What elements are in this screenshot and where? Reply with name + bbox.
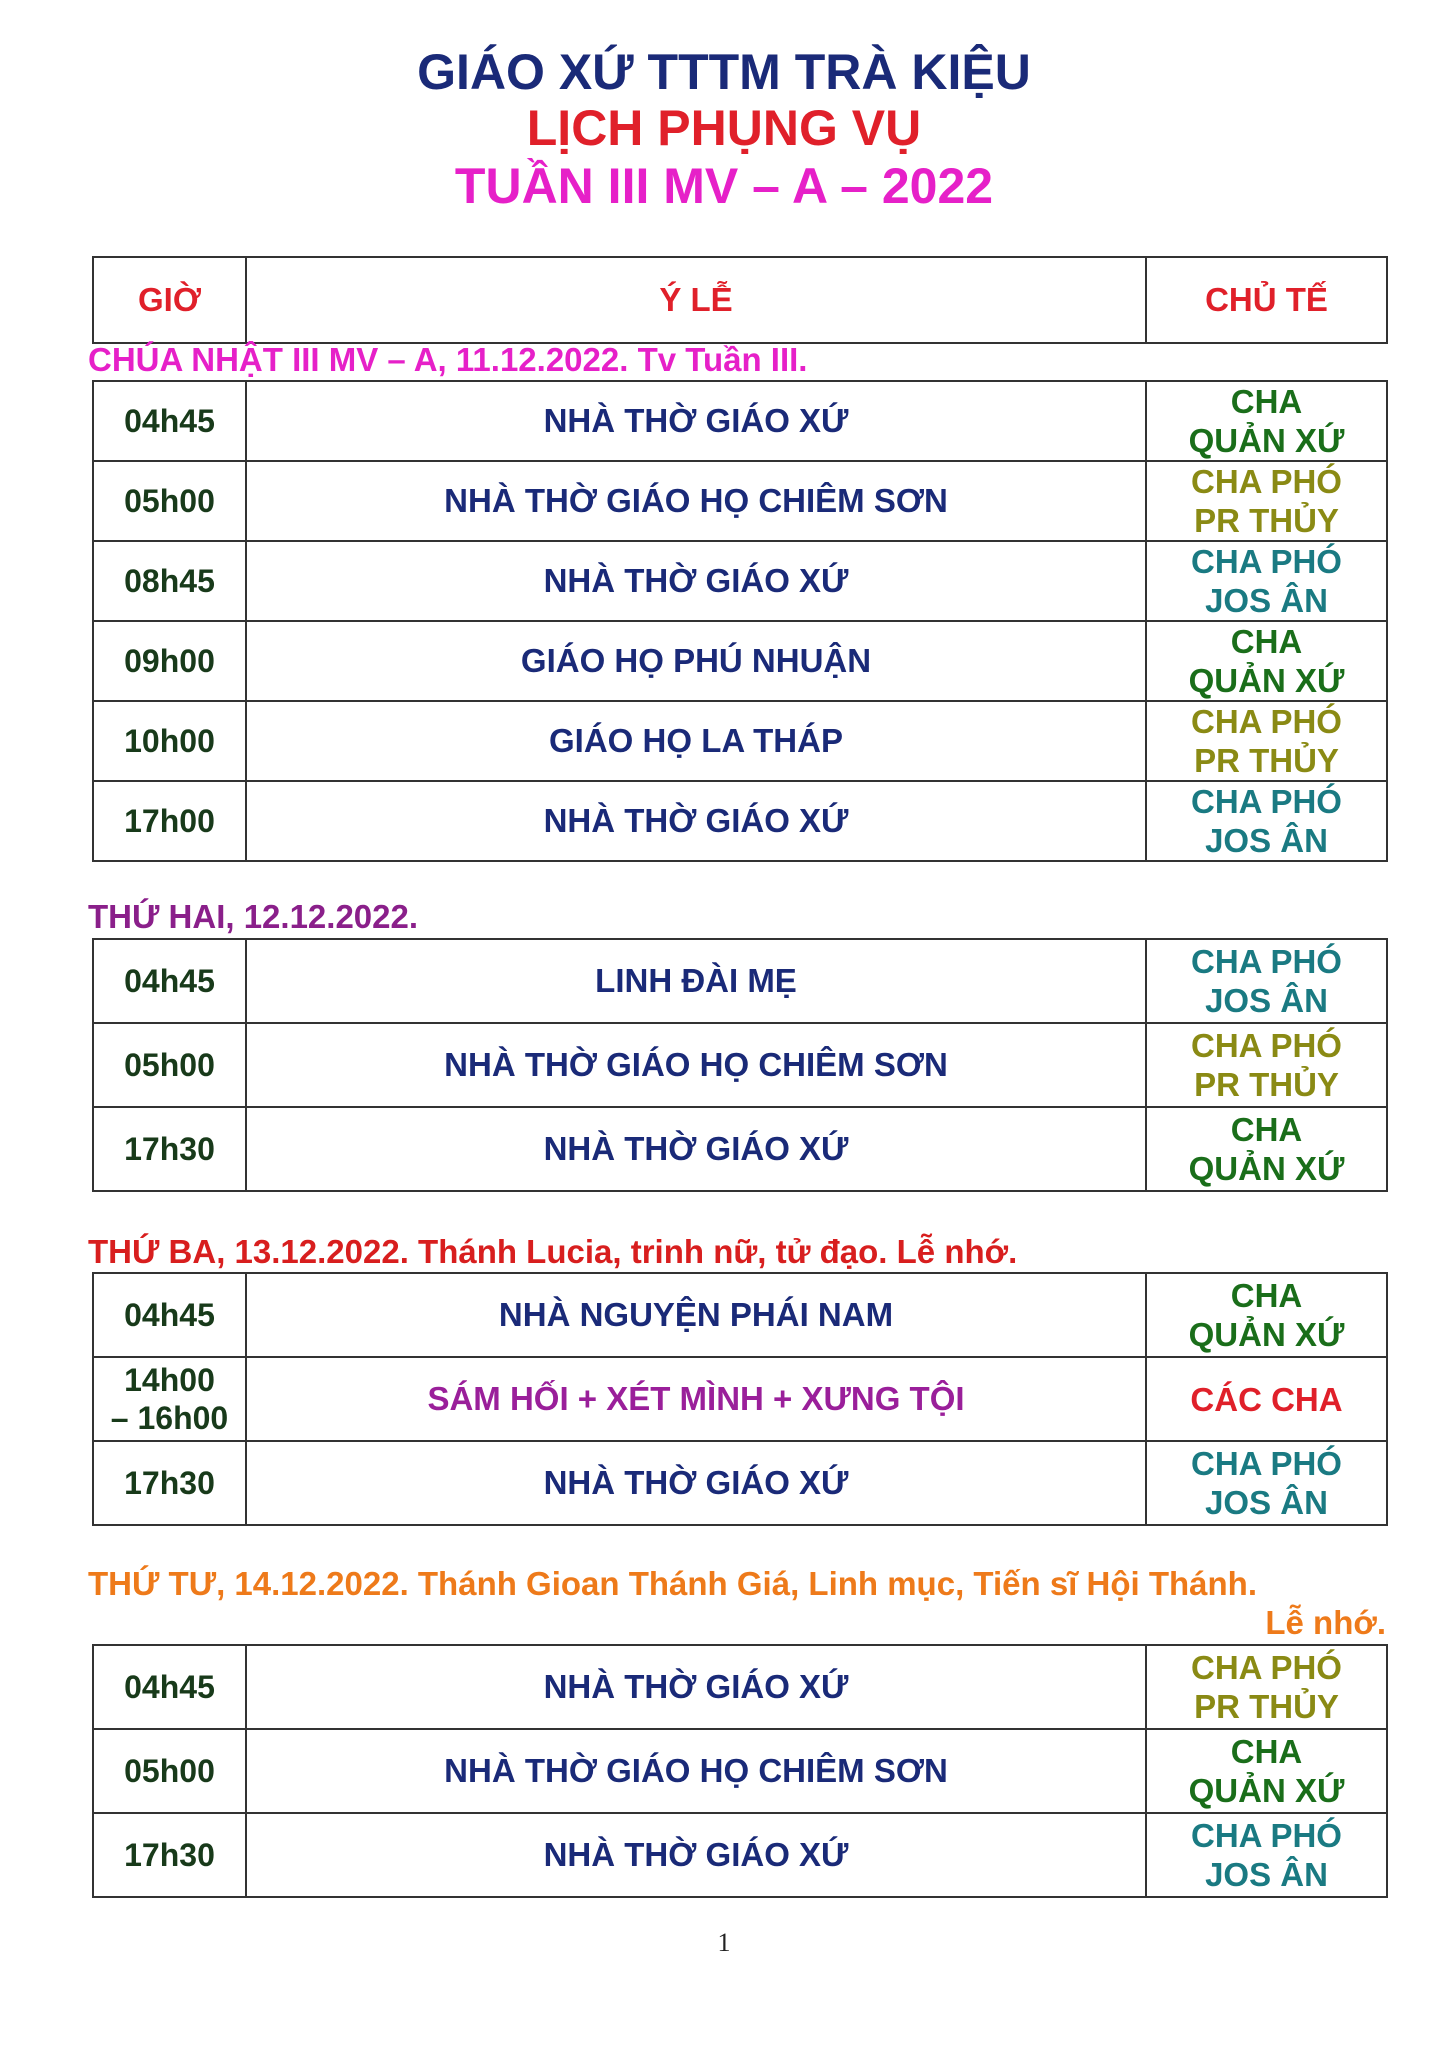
celebrant-cell — [1146, 1813, 1387, 1897]
celebrant-line: CHA PHÓ — [1191, 463, 1342, 500]
monday-table — [92, 938, 1388, 1192]
day-note-wednesday: Lễ nhớ. — [1265, 1604, 1386, 1641]
time-cell: 04h45 — [93, 1273, 246, 1357]
place-cell: NHÀ THỜ GIÁO XỨ — [246, 381, 1146, 461]
time-cell: 05h00 — [93, 1023, 246, 1107]
table-row — [93, 1729, 1387, 1813]
place-cell: LINH ĐÀI MẸ — [246, 939, 1146, 1023]
place-cell: NHÀ THỜ GIÁO HỌ CHIÊM SƠN — [246, 1023, 1146, 1107]
table-row — [93, 1023, 1387, 1107]
celebrant-line: QUẢN XỨ — [1188, 1772, 1345, 1809]
celebrant-line: PR THỦY — [1194, 1688, 1339, 1725]
sunday-table — [92, 380, 1388, 862]
time-cell: 10h00 — [93, 701, 246, 781]
time-cell: 04h45 — [93, 1645, 246, 1729]
time-cell: 17h30 — [93, 1107, 246, 1191]
table-row — [93, 939, 1387, 1023]
place-cell: GIÁO HỌ PHÚ NHUẬN — [246, 621, 1146, 701]
time-cell: 04h45 — [93, 381, 246, 461]
place-cell: SÁM HỐI + XÉT MÌNH + XƯNG TỘI — [246, 1357, 1146, 1441]
time-cell: 05h00 — [93, 461, 246, 541]
celebrant-line: CHA PHÓ — [1191, 943, 1342, 980]
celebrant-cell — [1146, 1107, 1387, 1191]
celebrant-line: QUẢN XỨ — [1188, 1150, 1345, 1187]
place-cell: NHÀ THỜ GIÁO XỨ — [246, 1645, 1146, 1729]
time-line: 14h00 — [124, 1362, 215, 1398]
celebrant-line: PR THỦY — [1194, 742, 1339, 779]
column-header-time: GIỜ — [93, 257, 246, 343]
celebrant-cell: CÁC CHA — [1146, 1357, 1387, 1441]
place-cell: NHÀ NGUYỆN PHÁI NAM — [246, 1273, 1146, 1357]
celebrant-line: JOS ÂN — [1205, 822, 1328, 859]
celebrant-line: CHA — [1230, 383, 1303, 420]
celebrant-line: JOS ÂN — [1205, 982, 1328, 1019]
celebrant-cell — [1146, 1729, 1387, 1813]
celebrant-line: QUẢN XỨ — [1188, 1316, 1345, 1353]
wednesday-table — [92, 1644, 1388, 1898]
table-row — [93, 1813, 1387, 1897]
schedule-title: LỊCH PHỤNG VỤ — [526, 100, 922, 156]
celebrant-line: CHA PHÓ — [1191, 783, 1342, 820]
day-heading-monday: THỨ HAI, 12.12.2022. — [88, 898, 419, 935]
column-header-table — [92, 256, 1388, 344]
place-cell: NHÀ THỜ GIÁO XỨ — [246, 541, 1146, 621]
place-cell: NHÀ THỜ GIÁO XỨ — [246, 1813, 1146, 1897]
celebrant-line: CHA — [1230, 623, 1303, 660]
place-cell: GIÁO HỌ LA THÁP — [246, 701, 1146, 781]
place-cell: NHÀ THỜ GIÁO XỨ — [246, 1107, 1146, 1191]
time-cell: 04h45 — [93, 939, 246, 1023]
time-cell — [93, 1357, 246, 1441]
day-heading-sunday: CHÚA NHẬT III MV – A, 11.12.2022. Tv Tuần III. — [88, 341, 808, 378]
column-header-intention: Ý LỄ — [246, 257, 1146, 343]
day-heading-tuesday: THỨ BA, 13.12.2022. Thánh Lucia, trinh nữ, tử đạo. Lễ nhớ. — [88, 1233, 1018, 1270]
place-cell: NHÀ THỜ GIÁO XỨ — [246, 781, 1146, 861]
celebrant-cell — [1146, 461, 1387, 541]
celebrant-line: CHA — [1230, 1111, 1303, 1148]
celebrant-line: JOS ÂN — [1205, 1484, 1328, 1521]
celebrant-line: CHA PHÓ — [1191, 703, 1342, 740]
table-row — [93, 1357, 1387, 1441]
tuesday-table — [92, 1272, 1388, 1526]
time-cell: 09h00 — [93, 621, 246, 701]
time-cell: 05h00 — [93, 1729, 246, 1813]
time-cell: 17h30 — [93, 1441, 246, 1525]
celebrant-cell — [1146, 541, 1387, 621]
column-header-celebrant: CHỦ TẾ — [1146, 257, 1387, 343]
celebrant-cell — [1146, 781, 1387, 861]
celebrant-cell — [1146, 381, 1387, 461]
time-cell: 17h00 — [93, 781, 246, 861]
celebrant-line: CHA PHÓ — [1191, 1445, 1342, 1482]
table-row — [93, 781, 1387, 861]
celebrant-line: PR THỦY — [1194, 1066, 1339, 1103]
celebrant-line: QUẢN XỨ — [1188, 422, 1345, 459]
day-heading-wednesday: THỨ TƯ, 14.12.2022. Thánh Gioan Thánh Giá, Linh mục, Tiến sĩ Hội Thánh. — [88, 1565, 1257, 1602]
time-cell: 08h45 — [93, 541, 246, 621]
table-row — [93, 1107, 1387, 1191]
table-row — [93, 541, 1387, 621]
place-cell: NHÀ THỜ GIÁO HỌ CHIÊM SƠN — [246, 1729, 1146, 1813]
document-header — [0, 44, 1448, 216]
place-cell: NHÀ THỜ GIÁO XỨ — [246, 1441, 1146, 1525]
table-row — [93, 1645, 1387, 1729]
parish-title: GIÁO XỨ TTTM TRÀ KIỆU — [417, 44, 1031, 100]
table-row — [93, 461, 1387, 541]
celebrant-cell — [1146, 939, 1387, 1023]
celebrant-line: CHA PHÓ — [1191, 1817, 1342, 1854]
celebrant-line: CHA — [1230, 1733, 1303, 1770]
celebrant-cell — [1146, 1645, 1387, 1729]
place-cell: NHÀ THỜ GIÁO HỌ CHIÊM SƠN — [246, 461, 1146, 541]
table-row — [93, 1273, 1387, 1357]
celebrant-line: CHA PHÓ — [1191, 1649, 1342, 1686]
celebrant-cell — [1146, 1023, 1387, 1107]
table-row — [93, 701, 1387, 781]
time-cell: 17h30 — [93, 1813, 246, 1897]
page-number: 1 — [717, 1928, 731, 1957]
celebrant-cell — [1146, 701, 1387, 781]
week-title: TUẦN III MV – A – 2022 — [454, 158, 994, 214]
celebrant-line: CHA — [1230, 1277, 1303, 1314]
table-row — [93, 621, 1387, 701]
celebrant-line: PR THỦY — [1194, 502, 1339, 539]
table-row — [93, 381, 1387, 461]
time-line: – 16h00 — [110, 1400, 229, 1436]
celebrant-cell — [1146, 1273, 1387, 1357]
celebrant-cell — [1146, 1441, 1387, 1525]
celebrant-line: CHA PHÓ — [1191, 543, 1342, 580]
celebrant-line: QUẢN XỨ — [1188, 662, 1345, 699]
celebrant-line: JOS ÂN — [1205, 1856, 1328, 1893]
table-row — [93, 1441, 1387, 1525]
celebrant-cell — [1146, 621, 1387, 701]
celebrant-line: CHA PHÓ — [1191, 1027, 1342, 1064]
celebrant-line: JOS ÂN — [1205, 582, 1328, 619]
